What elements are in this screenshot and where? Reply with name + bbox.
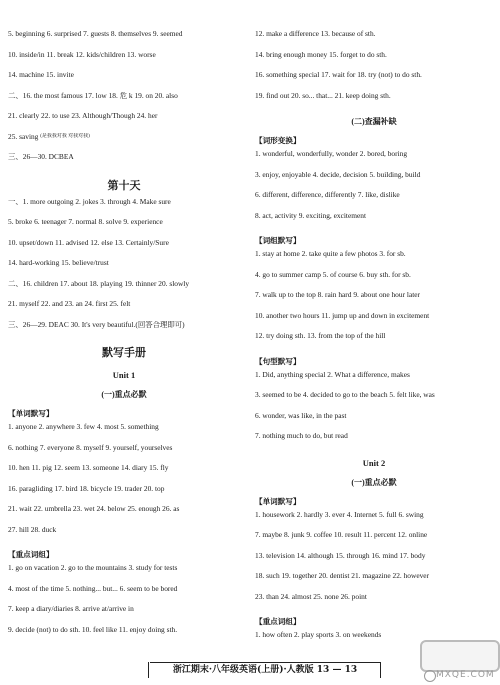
unit2-title: Unit 2 [362,457,386,468]
answer-line: 7. maybe 8. junk 9. coffee 10. result 11. percent 12. online [255,531,428,539]
footer-bracket-left [148,662,149,678]
answer-line: 4. most of the time 5. nothing... but... 6. seem to be bored [8,584,178,593]
category-key-phrases: 【重点词组】 [255,617,301,626]
answer-line: 16. something special 17. wait for 18. try (not) to do sth. [255,71,422,79]
answer-line: 27. hill 28. duck [8,525,57,534]
answer-line: 1. anyone 2. anywhere 3. few 4. most 5. something [8,423,159,431]
answer-line: 10. another two hours 11. jump up and down in excitement [255,311,430,320]
day-ten-answers [8,198,240,342]
watermark-logo [420,640,500,672]
answer-line: 6. wonder, was like, in the past [255,411,347,420]
footer-bracket-right [380,662,381,678]
answer-line: 4. go to summer camp 5. of course 6. buy sth. for sb. [255,270,411,279]
category-sentence-dictation: 【句型默写】 [255,356,301,366]
check-and-fill-subtitle: (二)查漏补缺 [351,117,397,126]
answer-line: 5. broke 6. teenager 7. normal 8. solve 9. experience [8,218,163,226]
category-phrase-dictation: 【词组默写】 [255,236,301,245]
answer-line: 1. go on vacation 2. go to the mountains 3. study for tests [8,564,178,572]
answer-line: 21. myself 22. and 23. an 24. first 25. felt [8,300,131,308]
answer-line: 7. walk up to the top 8. rain hard 9. about one hour later [255,291,421,299]
answer-line: 1. wonderful, wonderfully, wonder 2. bored, boring [255,150,408,158]
unit1-phrase-list [8,564,240,646]
answer-text: 25. saving [8,132,39,141]
footer-rule [150,662,380,663]
left-column [8,30,240,646]
answer-line: 1. stay at home 2. take quite a few photos 3. for sb. [255,250,406,258]
answer-line: 10. upset/down 11. advised 12. else 13. Certainly/Sure [8,238,169,247]
answer-line: 三、26—30. DCBEA [8,153,74,161]
answer-line: 14. machine 15. invite [8,71,74,79]
answer-line: 10. inside/in 11. break 12. kids/children 13. worse [8,50,156,59]
answer-line: 23. than 24. almost 25. none 26. point [255,592,367,601]
unit1-subtitle: (一)重点必默 [101,390,147,399]
answer-line: 13. television 14. although 15. through 16. mind 17. body [255,551,426,560]
answer-line: 3. seemed to be 4. decided to go to the beach 5. felt like, was [255,391,435,399]
answer-line: 18. such 19. together 20. dentist 21. magazine 22. however [255,572,430,580]
unit1-word-list [8,423,240,546]
day-title: 第十天 [107,179,141,192]
answer-line: 二、16. the most famous 17. low 18. 危 k 19. on 20. also [8,91,178,100]
answer-line: 6. different, difference, differently 7. like, dislike [255,191,400,199]
unit1-title: Unit 1 [112,370,136,380]
answer-line: 14. bring enough money 15. forget to do sth. [255,50,387,59]
answer-line [8,112,240,133]
answer-line: 6. nothing 7. everyone 8. myself 9. yourself, yourselves [8,443,173,452]
answer-line: 5. beginning 6. surprised 7. guests 8. themselves 9. seemed [8,30,183,38]
unit2-word-list [255,511,493,614]
answer-line: 3. enjoy, enjoyable 4. decide, decision 5. building, build [255,170,421,179]
handwritten-note: (是我我对我 对我对我) [40,133,90,139]
answer-line: 9. decide (not) to do sth. 10. feel like 11. enjoy doing sth. [8,625,178,634]
right-column [255,30,493,652]
answer-line: 二、16. children 17. about 18. playing 19. thinner 20. slowly [8,279,190,288]
answer-line: 21. wait 22. umbrella 23. wet 24. below 25. enough 26. as [8,505,180,513]
footer-book-info: 浙江期末·八年级英语(上册)·人教版 13 — 13 [172,665,358,675]
answer-line: 三、26—29. DEAC 30. It's very beautiful.(回答合理即可) [8,320,185,329]
answer-line: 12. make a difference 13. because of sth. [255,30,376,38]
answer-line: 7. keep a diary/diaries 8. arrive at/arrive in [8,605,134,613]
answer-line [8,133,240,154]
answer-line: 8. act, activity 9. exciting, excitement [255,211,367,220]
phrase-dictation-list [255,250,493,353]
unit2-subtitle: (一)重点必默 [351,477,397,487]
watermark-circle-icon [424,670,436,682]
answer-line: 19. find out 20. so... that... 21. keep doing sth. [255,91,391,100]
answer-line: 7. nothing much to do, but read [255,432,348,440]
answer-line: 1. Did, anything special 2. What a difference, makes [255,370,410,379]
category-key-phrases: 【重点词组】 [8,550,54,559]
answer-line: 1. how often 2. play sports 3. on weekends [255,631,382,639]
answer-line: 12. try doing sth. 13. from the top of the hill [255,332,386,340]
answer-line: 10. hen 11. pig 12. seem 13. someone 14. diary 15. fly [8,464,169,472]
manual-title: 默写手册 [102,347,146,359]
answer-line: 14. hard-working 15. believe/trust [8,259,109,267]
category-word-dictation: 【单词默写】 [255,496,301,506]
answer-line: 一、1. more outgoing 2. jokes 3. through 4. Make sure [8,197,171,206]
answer-line: 16. paragliding 17. bird 18. bicycle 19. trader 20. top [8,484,165,493]
sentence-dictation-list [255,371,493,453]
word-form-list [255,150,493,232]
answer-text: 21. clearly 22. to use 23. Although/Though 24. her [8,112,158,120]
answer-line: 1. housework 2. hardly 3. ever 4. Internet 5. full 6. swing [255,510,424,519]
unit1-phrase-list-continued [255,30,493,112]
category-word-dictation: 【单词默写】 [8,409,54,418]
previous-day-answers [8,30,240,174]
site-watermark [420,640,498,684]
category-word-forms: 【词形变换】 [255,136,301,145]
watermark-text: MXQE.COM [436,670,495,680]
